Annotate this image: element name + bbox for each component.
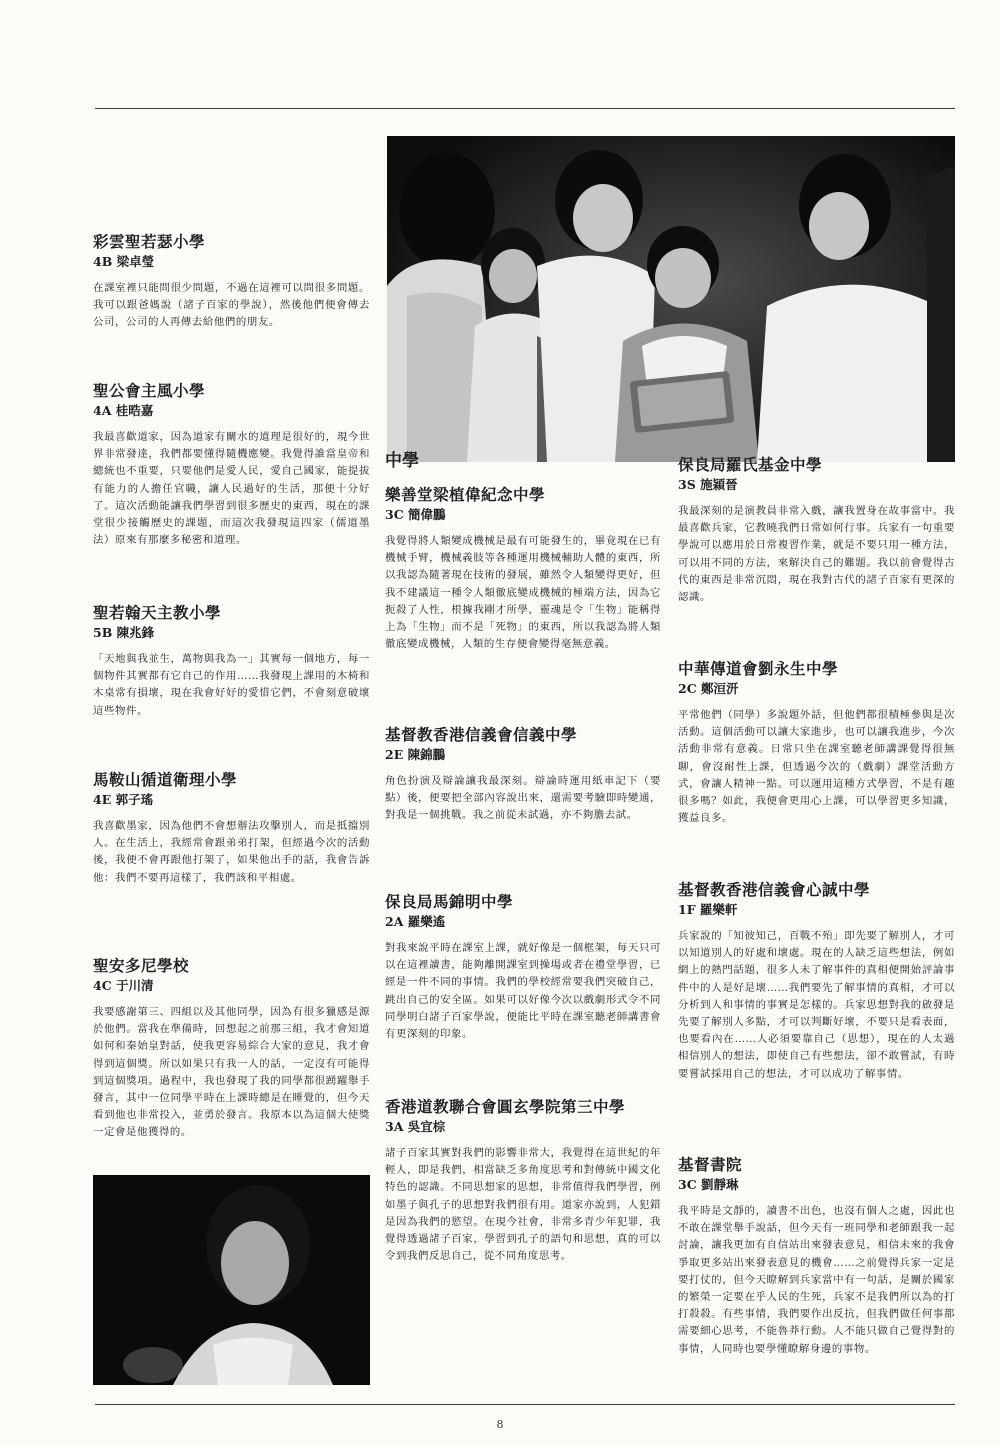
student-quote: 我最喜歡道家，因為道家有關水的道理是很好的，現今世界非常發達，我們都要懂得隨機應變。我覺得誰當皇帝和總統也不重要，只要他們是愛人民，愛自己國家，能提拔有能力的人擔任官職，讓人民過好的生活，那便十分好了。這次活動能讓我們學習到很多歷史的東西，現在的課堂很少接觸歷史的課題，而這次我發現這四家（儒道墨法）原來有那麼多秘密和道理。: [93, 431, 370, 547]
entry-card: [678, 659, 955, 827]
student-name: 1F 羅樂軒: [678, 902, 738, 917]
school-name: 保良局馬錦明中學: [385, 892, 514, 911]
school-name: 樂善堂梁植偉紀念中學: [385, 485, 546, 504]
school-name: 基督教香港信義會信義中學: [385, 725, 578, 744]
entry-card: [93, 956, 370, 1142]
student-quote: 對我來說平時在課室上課，就好像是一個框架，每天只可以在這裡讀書，能夠離開課室到操場或者在禮堂學習，已經是一件不同的事情。我們的學校經常要我們突破自己，跳出自己的安全區。如果可以好像今次以戲劇形式令不同同學明白諸子百家學說，便能比平時在課室聽老師講書會有更深刻的印象。: [385, 942, 661, 1041]
school-name: 聖若翰天主教小學: [93, 603, 222, 622]
school-name: 中華傳道會劉永生中學: [678, 659, 839, 678]
entry-card: [385, 1097, 661, 1265]
school-name: 聖安多尼學校: [93, 956, 190, 975]
entry-card: [385, 725, 661, 825]
classroom-photo: [387, 136, 955, 462]
student-name: 4E 郭子瑤: [93, 792, 154, 807]
student-name: 3C 簡偉鵬: [385, 507, 446, 522]
student-quote: 兵家說的「知彼知己，百戰不殆」即先要了解別人，才可以知道別人的好處和壞處。現在的人缺乏這些想法，例如網上的熱門話題，很多人未了解事件的真相便開始評論事件中的人是好是壞……我們要先了解事情的真相，才可以分析到人和事情的事實是怎樣的。兵家思想對我的啟發是先要了解別人多點，才可以判斷好壞，不要只是看表面，也要看內在……人必須要靠自己（思想），現在的人太過相信別人的想法，即使自己有些想法，卻不敢嘗試，有時要嘗試採用自己的想法，才可以成功了解事情。: [678, 930, 955, 1080]
entry-card: [93, 603, 370, 720]
school-name: 香港道教聯合會圓玄學院第三中學: [385, 1097, 626, 1116]
student-name: 2C 鄭洹汧: [678, 681, 739, 696]
school-name: 保良局羅氏基金中學: [678, 455, 823, 474]
student-name: 3S 施穎晉: [678, 477, 738, 492]
section-heading: 中學: [385, 451, 419, 471]
school-name: 基督教香港信義會心誠中學: [678, 880, 871, 899]
student-name: 2A 羅樂遙: [385, 914, 446, 929]
student-quote: 我平時是文靜的，讀書不出色，也沒有個人之處，因此也不敢在課堂舉手說話，但今天有一班同學和老師跟我一起討論，讓我更加有自信站出來發表意見，相信未來的我會爭取更多站出來發表意見的機會……之前覺得兵家一定是要打仗的，但今天瞭解到兵家當中有一句話，是關於國家的繁榮一定要在乎人民的生死，兵家不是我們所以為的打打殺殺。有些事情，我們要作出反抗，但我們做任何事都需要細心思考，不能魯莽行動。人不能只做自己覺得對的事情，人同時也要學懂瞭解身邊的事物。: [678, 1205, 955, 1355]
student-portrait-photo: [93, 1175, 370, 1385]
school-name: 基督書院: [678, 1155, 743, 1174]
student-name: 5B 陳兆鋒: [93, 625, 155, 640]
bottom-rule: [95, 1404, 955, 1405]
student-name: 4A 桂晧嘉: [93, 403, 154, 418]
entry-card: [678, 455, 955, 606]
top-rule: [95, 108, 955, 109]
student-name: 3A 吳宜棕: [385, 1119, 446, 1134]
entry-card: [385, 892, 661, 1043]
student-quote: 角色扮演及辯論讓我最深刻。辯論時運用紙車記下（要點）後，便要把全部內容說出來，還需要考驗即時變通，對我是一個挑戰。我之前從未試過，亦不夠膽去試。: [385, 775, 661, 822]
student-quote: 我覺得將人類變成機械是最有可能發生的，畢竟現在已有機械手臂，機械義肢等各種運用機械輔助人體的東西，所以我認為隨著現在技術的發展，雖然令人類變得更好，但我不建議這一種令人類徹底變成機械的極端方法，因為它扼殺了人性，根據我剛才所學，靈魂是令「生物」能稱得上為「生物」而不是「死物」的東西，所以我認為將人類徹底變成機械，人類的生存便會變得毫無意義。: [385, 535, 661, 651]
student-quote: 「天地與我並生，萬物與我為一」其實每一個地方，每一個物件其實都有它自己的作用……我發現上課用的木椅和木桌常有損壞，現在我會好好的愛惜它們，不會刻意破壞這些物件。: [93, 653, 370, 717]
school-name: 聖公會主風小學: [93, 381, 206, 400]
entry-card: [93, 770, 370, 887]
student-name: 3C 劉靜琳: [678, 1177, 739, 1192]
student-quote: 我最深刻的是演教員非常入戲，讓我置身在故事當中。我最喜歡兵家，它教曉我們日常如何行事。兵家有一句重要學說可以應用於日常複習作業，就是不要只用一種方法，可以用不同的方法，來解決自己的難題。我以前會覺得古代的東西是非常沉悶，現在我對古代的諸子百家有更深的認識。: [678, 505, 955, 604]
entry-card: [678, 1155, 955, 1358]
student-quote: 我要感謝第三、四組以及其他同學，因為有很多獵感是源於他們。當我在準備時，回想起之前那三組，我才會知道如何和秦始皇對話，使我更容易綜合大家的意見，我才會得到這個獎。所以如果只有我一人的話，一定沒有可能得到這個獎項。過程中，我也發現了我的同學都很踴躍舉手發言，其中一位同學平時在上課時總是在睡覺的，但今天看到他也非常投入，並勇於發言。我原本以為這個大使獎一定會是他獲得的。: [93, 1006, 370, 1139]
entry-card: [678, 880, 955, 1083]
entry-card: [93, 381, 370, 549]
student-quote: 平常他們（同學）多說題外話，但他們都很積極參與是次活動。這個活動可以讓大家進步，也可以讓我進步，今次活動非常有意義。日常只坐在課室聽老師講課覺得很無聊，會沒耐性上課，但透過今次的（戲劇）課堂活動方式，會讓人精神一點。可以運用這種方式學習，不是有趣很多嗎？如此，我便會更用心上課，可以學習更多知識，獲益良多。: [678, 709, 955, 825]
student-name: 4C 于川清: [93, 978, 154, 993]
student-name: 2E 陳錦鵬: [385, 747, 446, 762]
student-name: 4B 梁卓瑩: [93, 254, 155, 269]
student-quote: 在課室裡只能問很少問題，不過在這裡可以問很多問題。我可以跟爸媽說（諸子百家的學說），然後他們便會傳去公司，公司的人再傳去給他們的朋友。: [93, 282, 370, 329]
entry-card: [385, 485, 661, 653]
school-name: 馬鞍山循道衛理小學: [93, 770, 238, 789]
student-quote: 諸子百家其實對我們的影響非常大，我覺得在這世紀的年輕人，即是我們，相當缺乏多角度思考和對傳統中國文化特色的認識。不同思想家的思想，非常值得我們學習，例如墨子與孔子的思想對我們很有用。道家亦說到，人犯錯是因為我們的慾望。在現今社會，非常多青少年犯罪，我覺得透過諸子百家，學習到孔子的語句和思想，真的可以令到我們反思自己，從不同角度思考。: [385, 1147, 661, 1263]
student-quote: 我喜歡墨家，因為他們不會想辦法攻擊別人，而是抵擋別人。在生活上，我經常會跟弟弟打架，但經過今次的活動後，我便不會再跟他打架了，如果他出手的話，我會告訴他：我們不要再這樣了，我們該和平相處。: [93, 820, 370, 884]
page-number: 8: [496, 1418, 504, 1431]
school-name: 彩雲聖若瑟小學: [93, 232, 206, 251]
entry-card: [93, 232, 370, 332]
